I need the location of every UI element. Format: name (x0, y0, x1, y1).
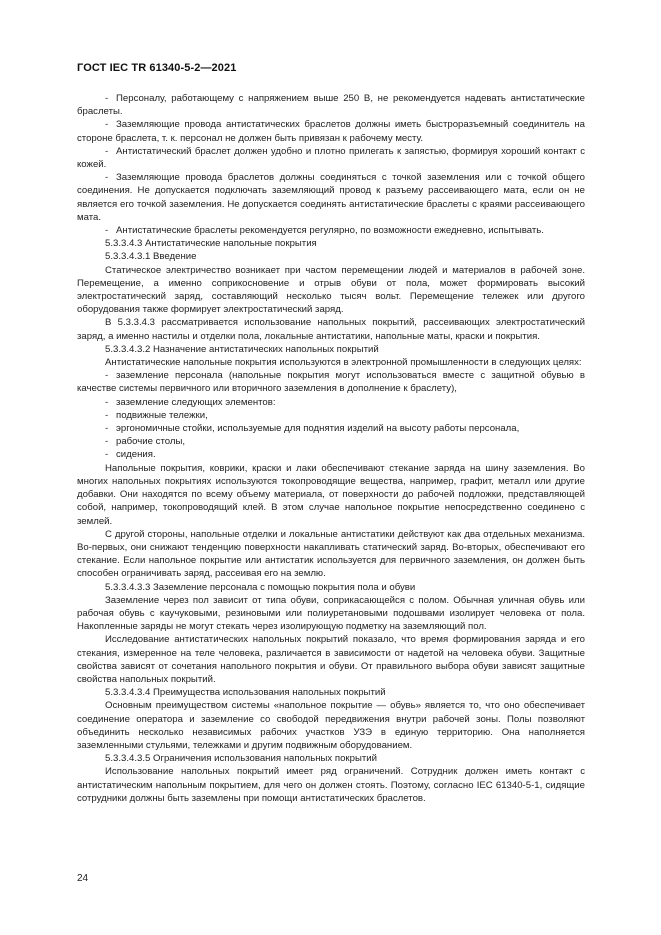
list-item-text: рабочие столы, (116, 436, 186, 448)
section-heading: 5.3.3.4.3.1 Введение (105, 251, 197, 263)
list-item (77, 145, 585, 171)
list-item-text: подвижные тележки, (116, 409, 208, 421)
list-item (77, 448, 585, 461)
dash-bullet: - (105, 370, 109, 382)
paragraph: Исследование антистатических напольных покрытий показало, что время формирования заряда и его стекания, измеренное на теле человека, различается в зависимости от надетой на человека обуви. Защитные свойства зависят от сочетания напольного покрытия и обуви. От правильного выбора обуви зависят защитные свойства напольных покрытий. (77, 634, 585, 685)
section-heading: 5.3.3.4.3.2 Назначение антистатических напольных покрытий (105, 343, 379, 355)
section-heading: 5.3.3.4.3.5 Ограничения использования напольных покрытий (105, 753, 377, 765)
page-number: 24 (77, 873, 89, 884)
dash-bullet: - (105, 172, 109, 184)
dash-bullet: - (105, 225, 109, 237)
list-item-text: сидения. (116, 449, 156, 461)
list-item-text: Заземляющие провода браслетов должны соединяться с точкой заземления или с точкой общего соединения. Не допускается подключать заземляющий провод к разъему рассеивающего мата, если он не является его точкой заземления. Не допускается соединять антистатические браслеты с краями рассеивающего мата. (77, 172, 585, 223)
list-item-text: Антистатические браслеты рекомендуется регулярно, по возможности ежедневно, испытывать. (116, 225, 544, 237)
paragraph: Антистатические напольные покрытия используются в электронной промышленности в следующих целях: (105, 357, 582, 369)
document-body (77, 92, 585, 805)
list-item (77, 435, 585, 448)
list-item-text: Антистатический браслет должен удобно и плотно прилегать к запястью, формируя хороший контакт с кожей. (77, 145, 585, 171)
dash-bullet: - (105, 436, 109, 448)
dash-bullet: - (105, 423, 109, 435)
list-item (77, 369, 585, 395)
paragraph: Использование напольных покрытий имеет ряд ограничений. Сотрудник должен иметь контакт с антистатическим напольным покрытием, для чего он должен стоять. Поэтому, согласно IEC 61340-5-1, сидящие сотрудники должны быть заземлены при помощи антистатических браслетов. (77, 766, 585, 804)
paragraph: Статическое электричество возникает при частом перемещении людей и материалов в рабочей зоне. Перемещение, а именно соприкосновение и отрыв обуви от пола, может формировать высокий электростатический заряд, составляющий несколько тысяч вольт. Перемещение тележек или другого оборудования также формирует электростатический заряд. (77, 264, 585, 316)
list-item (77, 171, 585, 224)
list-item (77, 224, 585, 237)
list-item-text: заземление следующих элементов: (116, 396, 276, 408)
section-heading: 5.3.3.4.3.3 Заземление персонала с помощью покрытия пола и обуви (105, 581, 416, 593)
list-item (77, 92, 585, 118)
list-item (77, 422, 585, 435)
list-item (77, 118, 585, 144)
paragraph: С другой стороны, напольные отделки и локальные антистатики действуют как два отдельных механизма. Во-первых, они снижают тенденцию поверхности накапливать статический заряд. Во-вторых, обеспечивают его стекание. Если напольное покрытие или антистатик используется для первичного заземления, он должен быть способен ограничивать заряд, рассеивая его на землю. (77, 528, 585, 580)
list-item (77, 409, 585, 422)
paragraph: Основным преимуществом системы «напольное покрытие — обувь» является то, что оно обеспечивает соединение оператора и заземление со свободой передвижения внутри рабочей зоны. Полы позволяют объединить несколько независимых рабочих участков УЗЭ в единую территорию. Она наполняется заземленными стульями, тележками и другим подвижным оборудованием. (77, 700, 585, 751)
page-header-title: ГОСТ IEC TR 61340-5-2—2021 (77, 62, 237, 74)
section-heading: 5.3.3.4.3.4 Преимущества использования напольных покрытий (105, 687, 386, 699)
list-item-text: Персоналу, работающему с напряжением выше 250 В, не рекомендуется надевать антистатические браслеты. (77, 93, 585, 118)
dash-bullet: - (105, 145, 109, 157)
dash-bullet: - (105, 409, 109, 421)
section-heading: 5.3.3.4.3 Антистатические напольные покрытия (105, 238, 317, 250)
paragraph: Заземление через пол зависит от типа обуви, соприкасающейся с полом. Обычная уличная обувь или рабочая обувь с каучуковыми, резиновыми или полиуретановыми подошвами изолирует человека от пола. Накопленные заряды не могут стекать через изолирующую подметку на заземляющий пол. (77, 594, 585, 633)
dash-bullet: - (105, 119, 109, 131)
dash-bullet: - (105, 449, 109, 461)
list-item-text: заземление персонала (напольные покрытия могут использоваться вместе с защитной обувью в качестве системы первичного или вторичного заземления в дополнение к браслету), (77, 370, 585, 395)
list-item (77, 396, 585, 409)
dash-bullet: - (105, 93, 109, 104)
list-item-text: Заземляющие провода антистатических браслетов должны иметь быстроразъемный соединитель на стороне браслета, т. к. персонал не должен быть привязан к рабочему месту. (77, 119, 585, 144)
dash-bullet: - (105, 396, 109, 408)
paragraph: Напольные покрытия, коврики, краски и лаки обеспечивают стекание заряда на шину заземления. Во многих напольных покрытиях используются токопроводящие вещества, например, графит, металл или другие добавки. Они находятся по всему объему материала, от поверхности до рабочей подложки, представляющей собой, например, токопроводящий клей. В этом случае напольное покрытие непосредственно соединено с землей. (77, 462, 585, 527)
list-item-text: эргономичные стойки, используемые для поднятия изделий на высоту работы персонала, (116, 423, 520, 435)
paragraph: В 5.3.3.4.3 рассматривается использование напольных покрытий, рассеивающих электростатический заряд, а именно настилы и отделки пола, локальные антистатики, напольные маты, краски и покрытия. (77, 317, 585, 342)
